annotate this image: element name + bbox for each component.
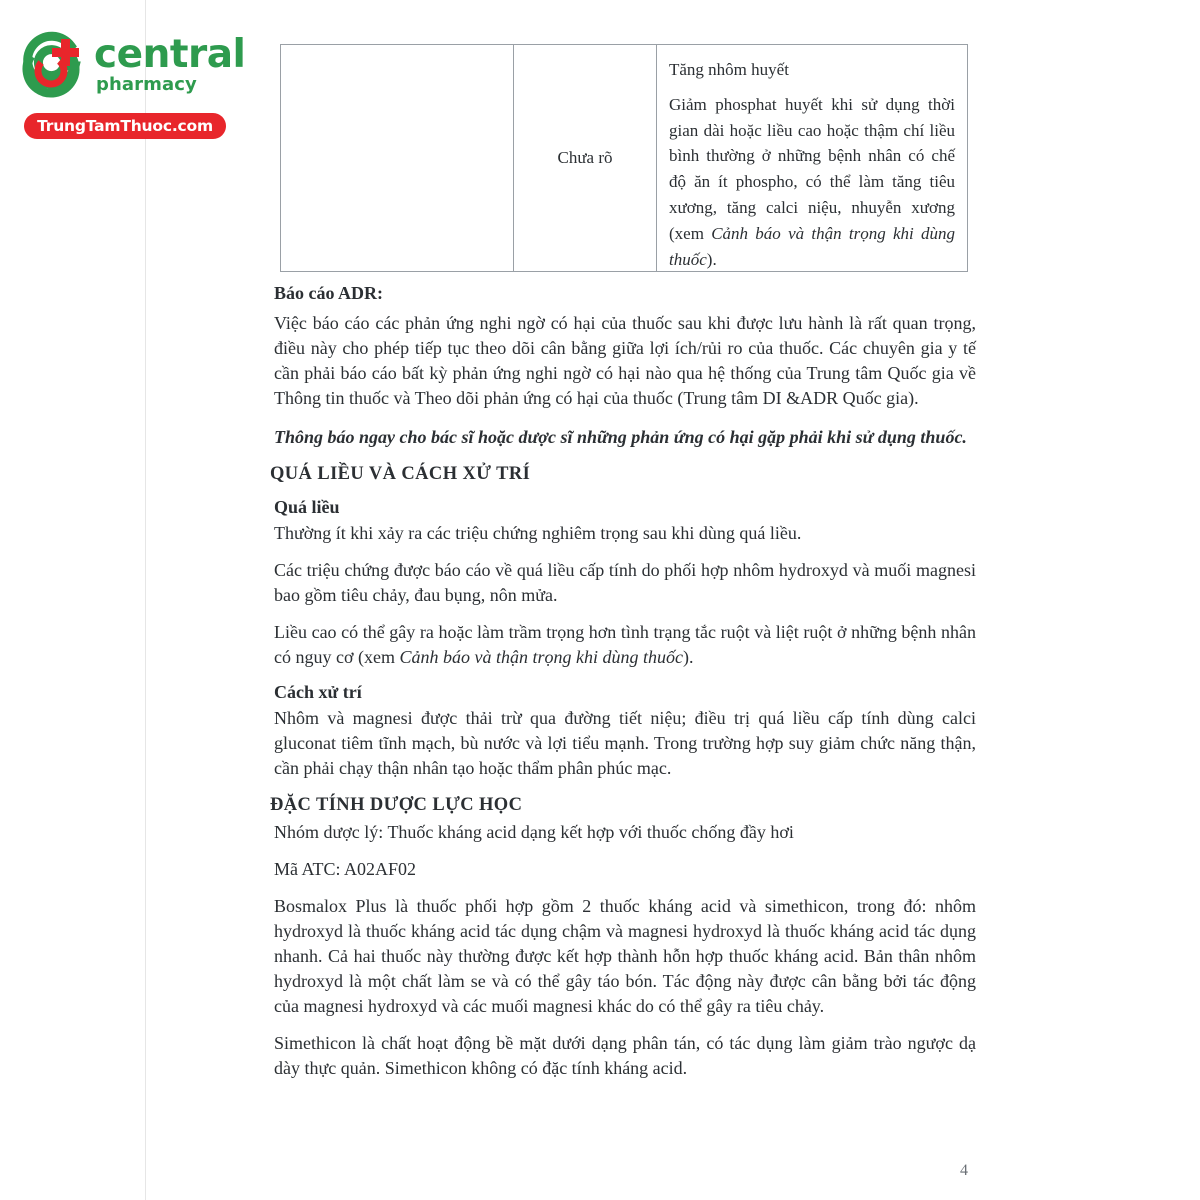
- site-banner-text: TrungTamThuoc.com: [37, 117, 213, 135]
- paragraph-overdose-2: Các triệu chứng được báo cáo về quá liều cấp tính do phối hợp nhôm hydroxyd và muối magnesi bao gồm tiêu chảy, đau bụng, nôn mửa.: [274, 560, 976, 605]
- logo-wordmark: [94, 31, 246, 96]
- paragraph-overdose-3: [270, 620, 976, 670]
- paragraph-management-1: Nhôm và magnesi được thải trừ qua đường tiết niệu; điều trị quá liều cấp tính dùng calci gluconat tiêm tĩnh mạch, bù nước và lợi tiểu mạnh. Trong trường hợp suy giảm chức năng thận, cần phải chạy thận nhân tạo hoặc thẩm phân phúc mạc.: [274, 708, 976, 778]
- paragraph-pharmaco-1: Bosmalox Plus là thuốc phối hợp gồm 2 thuốc kháng acid và simethicon, trong đó: nhôm hydroxyd là thuốc kháng acid tác dụng chậm và magnesi hydroxyd là thuốc kháng acid tác dụng nhanh. Cả hai thuốc này thường được kết hợp thành hỗn hợp thuốc kháng acid. Bản thân nhôm hydroxyd là một chất làm se và có thể gây táo bón. Tác động này được cân bằng bởi tác động của magnesi hydroxyd và các muối magnesi khác do có thể gây ra tiêu chảy.: [274, 896, 976, 1016]
- paragraph-adr-notice: Thông báo ngay cho bác sĩ hoặc dược sĩ những phản ứng có hại gặp phải khi sử dụng thuốc.: [274, 427, 967, 447]
- paragraph-overdose-1: Thường ít khi xảy ra các triệu chứng nghiêm trọng sau khi dùng quá liều.: [274, 523, 802, 543]
- adverse-effects-table: [280, 44, 968, 272]
- effect-item-2-tail: ).: [706, 249, 717, 269]
- heading-overdose-and-management: QUÁ LIỀU VÀ CÁCH XỬ TRÍ: [270, 464, 531, 484]
- effect-item-2-reference: Cảnh báo và thận trọng khi dùng thuốc: [669, 223, 955, 269]
- scan-fold-line: [145, 0, 146, 1200]
- table-cell-effects: [657, 45, 967, 271]
- central-pharmacy-logo-icon: [14, 29, 88, 103]
- heading-management: Cách xử trí: [274, 682, 362, 702]
- frequency-value: Chưa rõ: [557, 147, 613, 167]
- paragraph-overdose-3-after: ).: [682, 647, 694, 667]
- table-cell-system-organ-class: [281, 45, 514, 271]
- effect-item-2-text: Giảm phosphat huyết khi sử dụng thời gian dài hoặc liều cao hoặc thậm chí liều bình thường ở những bệnh nhân có chế độ ăn ít phospho, có thể làm tăng tiêu xương, tăng calci niệu, nhuyễn xương (xem: [669, 94, 955, 243]
- heading-pharmacodynamic-properties: ĐẶC TÍNH DƯỢC LỰC HỌC: [270, 795, 523, 815]
- effect-item-1: Tăng nhôm huyết: [669, 60, 789, 79]
- paragraph-overdose-3-reference: Cảnh báo và thận trọng khi dùng thuốc: [399, 647, 683, 667]
- logo-row: [14, 26, 246, 106]
- table-cell-frequency: [514, 45, 657, 271]
- paragraph-pharmaco-2: Simethicon là chất hoạt động bề mặt dưới dạng phân tán, có tác dụng làm giảm trào ngược dạ dày thực quản. Simethicon không có đặc tính kháng acid.: [274, 1033, 976, 1078]
- page-number: 4: [960, 1162, 968, 1179]
- paragraph-pharmacological-group: Nhóm dược lý: Thuốc kháng acid dạng kết hợp với thuốc chống đầy hơi: [274, 822, 794, 842]
- paragraph-adr-report: Việc báo cáo các phản ứng nghi ngờ có hại của thuốc sau khi được lưu hành là rất quan trọng, điều này cho phép tiếp tục theo dõi cân bằng giữa lợi ích/rủi ro của thuốc. Các chuyên gia y tế cần phải báo cáo bất kỳ phản ứng nghi ngờ có hại nào qua hệ thống của Trung tâm Quốc gia về Thông tin thuốc và Theo dõi phản ứng có hại của thuốc (Trung tâm DI &ADR Quốc gia).: [274, 313, 976, 408]
- heading-overdose: Quá liều: [274, 497, 340, 517]
- heading-adr-report: Báo cáo ADR:: [274, 283, 383, 303]
- document-body: [270, 283, 976, 1093]
- effect-item-2: [669, 92, 955, 273]
- paragraph-overdose-3-before: Liều cao có thể gây ra hoặc làm trầm trọng hơn tình trạng tắc ruột và liệt ruột ở những bệnh nhân có nguy cơ (xem: [274, 622, 976, 667]
- logo-word-pharmacy: pharmacy: [96, 74, 197, 96]
- brand-watermark: [14, 26, 246, 139]
- site-banner: [24, 113, 226, 139]
- paragraph-atc-code: Mã ATC: A02AF02: [274, 859, 417, 879]
- logo-word-central: central: [94, 31, 246, 77]
